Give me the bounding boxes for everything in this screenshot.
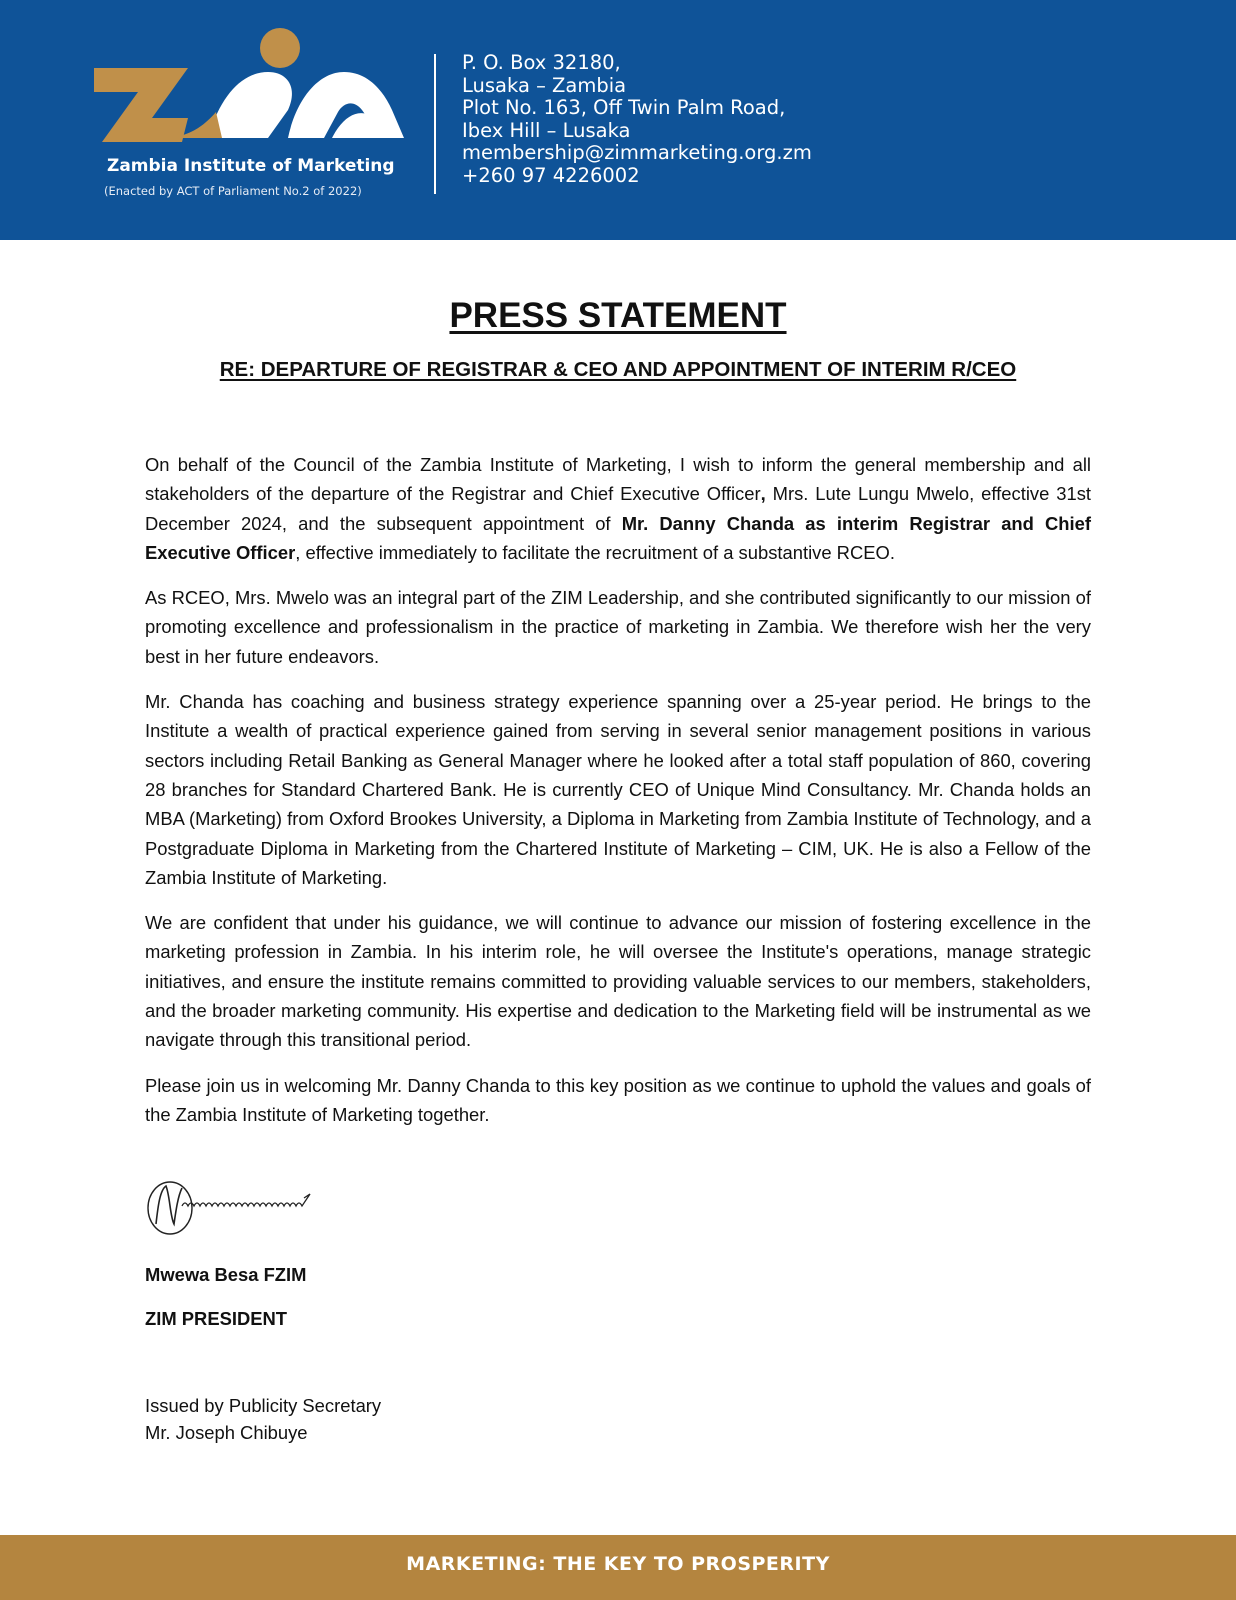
paragraph-1-part-b: Mrs. Lute Lungu Mwelo, effective 31st December 2024, and the subsequent appointment of	[145, 483, 1091, 534]
signature	[140, 1176, 320, 1246]
contact-area: Ibex Hill – Lusaka	[462, 118, 631, 142]
contact-po-box: P. O. Box 32180,	[462, 51, 621, 74]
page-subtitle-text: RE: DEPARTURE OF REGISTRAR & CEO AND APPOINTMENT OF INTERIM R/CEO	[219, 358, 1017, 381]
page-title-text: PRESS STATEMENT	[449, 296, 787, 335]
paragraph-4: We are confident that under his guidance, we will continue to advance our mission of fostering excellence in the marketing profession in Zambia. In his interim role, he will oversee the Institute's operations, manage strategic initiatives, and ensure the institute remains committed to providing valuable services to our members, stakeholders, and the broader marketing community. His expertise and dedication to the Marketing field will be instrumental as we navigate through this transitional period.	[145, 912, 1091, 1051]
issued-by-line-2: Mr. Joseph Chibuye	[145, 1422, 308, 1443]
contact-plot: Plot No. 163, Off Twin Palm Road,	[462, 96, 786, 120]
issued-by	[145, 1392, 381, 1446]
paragraph-1-bold: Mr. Danny Chanda as interim Registrar and Chief Executive Officer	[145, 512, 1092, 563]
contact-email[interactable]: membership@zimmarketing.org.zm	[462, 141, 812, 165]
paragraph-2: As RCEO, Mrs. Mwelo was an integral part of the ZIM Leadership, and she contributed significantly to our mission of promoting excellence and professionalism in the practice of marketing in Zambia. We therefore wish her the very best in her future endeavors.	[145, 587, 1091, 667]
page-title	[0, 296, 1236, 336]
footer-slogan: MARKETING: THE KEY TO PROSPERITY	[406, 1553, 830, 1575]
statement-body	[145, 450, 1091, 1145]
contact-phone: +260 97 4226002	[462, 163, 640, 187]
header-divider	[434, 54, 436, 194]
zim-logo	[92, 26, 412, 206]
signer-title: ZIM PRESIDENT	[145, 1308, 288, 1329]
paragraph-3: Mr. Chanda has coaching and business strategy experience spanning over a 25-year period. He brings to the Institute a wealth of practical experience gained from serving in several senior management positions in various sectors including Retail Banking as General Manager where he looked after a total staff population of 860, covering 28 branches for Standard Chartered Bank. He is currently CEO of Unique Mind Consultancy. Mr. Chanda holds an MBA (Marketing) from Oxford Brookes University, a Diploma in Marketing from Zambia Institute of Technology, and a Postgraduate Diploma in Marketing from the Chartered Institute of Marketing – CIM, UK. He is also a Fellow of the Zambia Institute of Marketing.	[145, 691, 1091, 888]
contact-block	[462, 52, 812, 188]
page-subtitle	[0, 358, 1236, 382]
contact-city: Lusaka – Zambia	[462, 73, 627, 97]
org-name: Zambia Institute of Marketing	[107, 156, 395, 176]
paragraph-1	[145, 450, 1091, 567]
footer-band	[0, 1535, 1236, 1600]
paragraph-1-part-a: On behalf of the Council of the Zambia Institute of Marketing, I wish to inform the general membership and all stakeholders of the departure of the Registrar and Chief Executive Officer	[145, 454, 1091, 505]
paragraph-1-part-c: , effective immediately to facilitate the recruitment of a substantive RCEO.	[295, 541, 895, 563]
paragraph-5: Please join us in welcoming Mr. Danny Chanda to this key position as we continue to uphold the values and goals of the Zambia Institute of Marketing together.	[145, 1074, 1091, 1125]
signer-name: Mwewa Besa FZIM	[145, 1264, 307, 1285]
letterhead-header	[0, 0, 1236, 240]
issued-by-line-1: Issued by Publicity Secretary	[145, 1395, 382, 1416]
org-act: (Enacted by ACT of Parliament No.2 of 2022)	[104, 184, 362, 198]
zim-logo-mark	[92, 26, 412, 156]
paragraph-1-comma: ,	[760, 483, 766, 505]
